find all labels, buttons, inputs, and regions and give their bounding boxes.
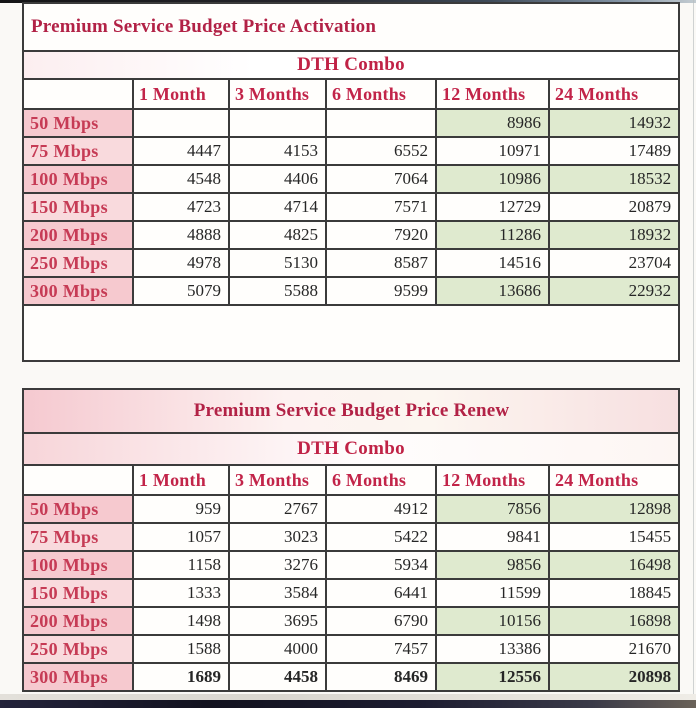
price-cell: 21670 [549,635,679,663]
column-header: 6 Months [326,465,436,495]
speed-label-cell: 300 Mbps [23,663,133,691]
price-cell: 8469 [326,663,436,691]
price-cell: 4153 [229,137,326,165]
price-cell: 4458 [229,663,326,691]
price-cell: 17489 [549,137,679,165]
table-title: Premium Service Budget Price Activation [23,3,679,51]
price-cell: 1689 [133,663,229,691]
price-cell: 9599 [326,277,436,305]
speed-row [23,137,679,165]
price-cell: 7457 [326,635,436,663]
price-cell: 20879 [549,193,679,221]
speed-label-cell: 150 Mbps [23,579,133,607]
table-title: Premium Service Budget Price Renew [23,389,679,433]
speed-label-cell: 200 Mbps [23,221,133,249]
column-header: 3 Months [229,79,326,109]
dth-combo-header: DTH Combo [23,433,679,465]
price-cell: 8986 [436,109,549,137]
price-cell: 4548 [133,165,229,193]
price-cell: 14516 [436,249,549,277]
dth-combo-row [23,433,679,465]
speed-label-cell: 300 Mbps [23,277,133,305]
speed-label-cell: 200 Mbps [23,607,133,635]
right-edge-line [693,0,694,708]
price-cell: 20898 [549,663,679,691]
price-cell: 4888 [133,221,229,249]
speed-label-cell: 50 Mbps [23,495,133,523]
corner-cell [23,465,133,495]
speed-label-cell: 150 Mbps [23,193,133,221]
price-cell: 1333 [133,579,229,607]
speed-label-cell: 100 Mbps [23,551,133,579]
price-cell: 7920 [326,221,436,249]
price-cell: 7064 [326,165,436,193]
speed-label-cell: 250 Mbps [23,635,133,663]
price-cell: 13686 [436,277,549,305]
activation-price-table [22,2,680,362]
table-title-row [23,389,679,433]
price-cell: 3695 [229,607,326,635]
speed-row [23,579,679,607]
price-cell: 11599 [436,579,549,607]
price-cell: 1057 [133,523,229,551]
footer-spacer-row [23,305,679,361]
price-cell: 12556 [436,663,549,691]
speed-row [23,165,679,193]
price-cell: 18932 [549,221,679,249]
speed-label-cell: 100 Mbps [23,165,133,193]
price-cell: 18845 [549,579,679,607]
price-cell: 3276 [229,551,326,579]
price-cell: 4406 [229,165,326,193]
price-cell: 6441 [326,579,436,607]
speed-row [23,249,679,277]
price-cell: 4723 [133,193,229,221]
price-cell: 10986 [436,165,549,193]
renew-price-table [22,388,680,692]
price-cell [326,109,436,137]
speed-row [23,495,679,523]
price-cell: 16898 [549,607,679,635]
speed-row [23,635,679,663]
price-cell: 12898 [549,495,679,523]
price-cell: 23704 [549,249,679,277]
price-cell: 1498 [133,607,229,635]
speed-row [23,607,679,635]
column-header: 3 Months [229,465,326,495]
column-header: 12 Months [436,465,549,495]
price-cell: 4447 [133,137,229,165]
price-cell: 16498 [549,551,679,579]
bottom-dark-bar [0,700,696,708]
price-cell: 22932 [549,277,679,305]
price-cell: 4825 [229,221,326,249]
price-cell: 959 [133,495,229,523]
price-cell: 12729 [436,193,549,221]
price-cell: 10156 [436,607,549,635]
price-cell: 7856 [436,495,549,523]
price-cell [229,109,326,137]
dth-combo-row [23,51,679,79]
price-cell: 6552 [326,137,436,165]
price-cell: 5079 [133,277,229,305]
corner-cell [23,79,133,109]
price-cell: 6790 [326,607,436,635]
price-cell: 5934 [326,551,436,579]
speed-row [23,523,679,551]
renew-table-body [23,495,679,691]
dth-combo-header: DTH Combo [23,51,679,79]
speed-label-cell: 250 Mbps [23,249,133,277]
price-cell: 18532 [549,165,679,193]
column-header-row [23,465,679,495]
price-cell: 5588 [229,277,326,305]
speed-row [23,551,679,579]
price-cell: 5130 [229,249,326,277]
speed-row [23,663,679,691]
column-header-row [23,79,679,109]
price-cell: 5422 [326,523,436,551]
price-cell: 4978 [133,249,229,277]
price-cell: 4714 [229,193,326,221]
price-cell: 7571 [326,193,436,221]
footer-spacer-cell [23,305,679,361]
price-cell: 3584 [229,579,326,607]
column-header: 1 Month [133,79,229,109]
price-cell: 11286 [436,221,549,249]
speed-row [23,193,679,221]
price-cell: 4000 [229,635,326,663]
column-header: 6 Months [326,79,436,109]
price-cell: 15455 [549,523,679,551]
price-cell: 1588 [133,635,229,663]
column-header: 1 Month [133,465,229,495]
price-cell: 1158 [133,551,229,579]
speed-label-cell: 50 Mbps [23,109,133,137]
price-cell: 2767 [229,495,326,523]
activation-table-body [23,109,679,305]
price-cell [133,109,229,137]
price-cell: 9841 [436,523,549,551]
speed-label-cell: 75 Mbps [23,523,133,551]
price-cell: 10971 [436,137,549,165]
table-title-row [23,3,679,51]
column-header: 24 Months [549,465,679,495]
speed-label-cell: 75 Mbps [23,137,133,165]
speed-row [23,277,679,305]
price-cell: 4912 [326,495,436,523]
speed-row [23,109,679,137]
price-cell: 3023 [229,523,326,551]
speed-row [23,221,679,249]
price-cell: 13386 [436,635,549,663]
price-cell: 14932 [549,109,679,137]
column-header: 12 Months [436,79,549,109]
price-cell: 8587 [326,249,436,277]
column-header: 24 Months [549,79,679,109]
price-cell: 9856 [436,551,549,579]
